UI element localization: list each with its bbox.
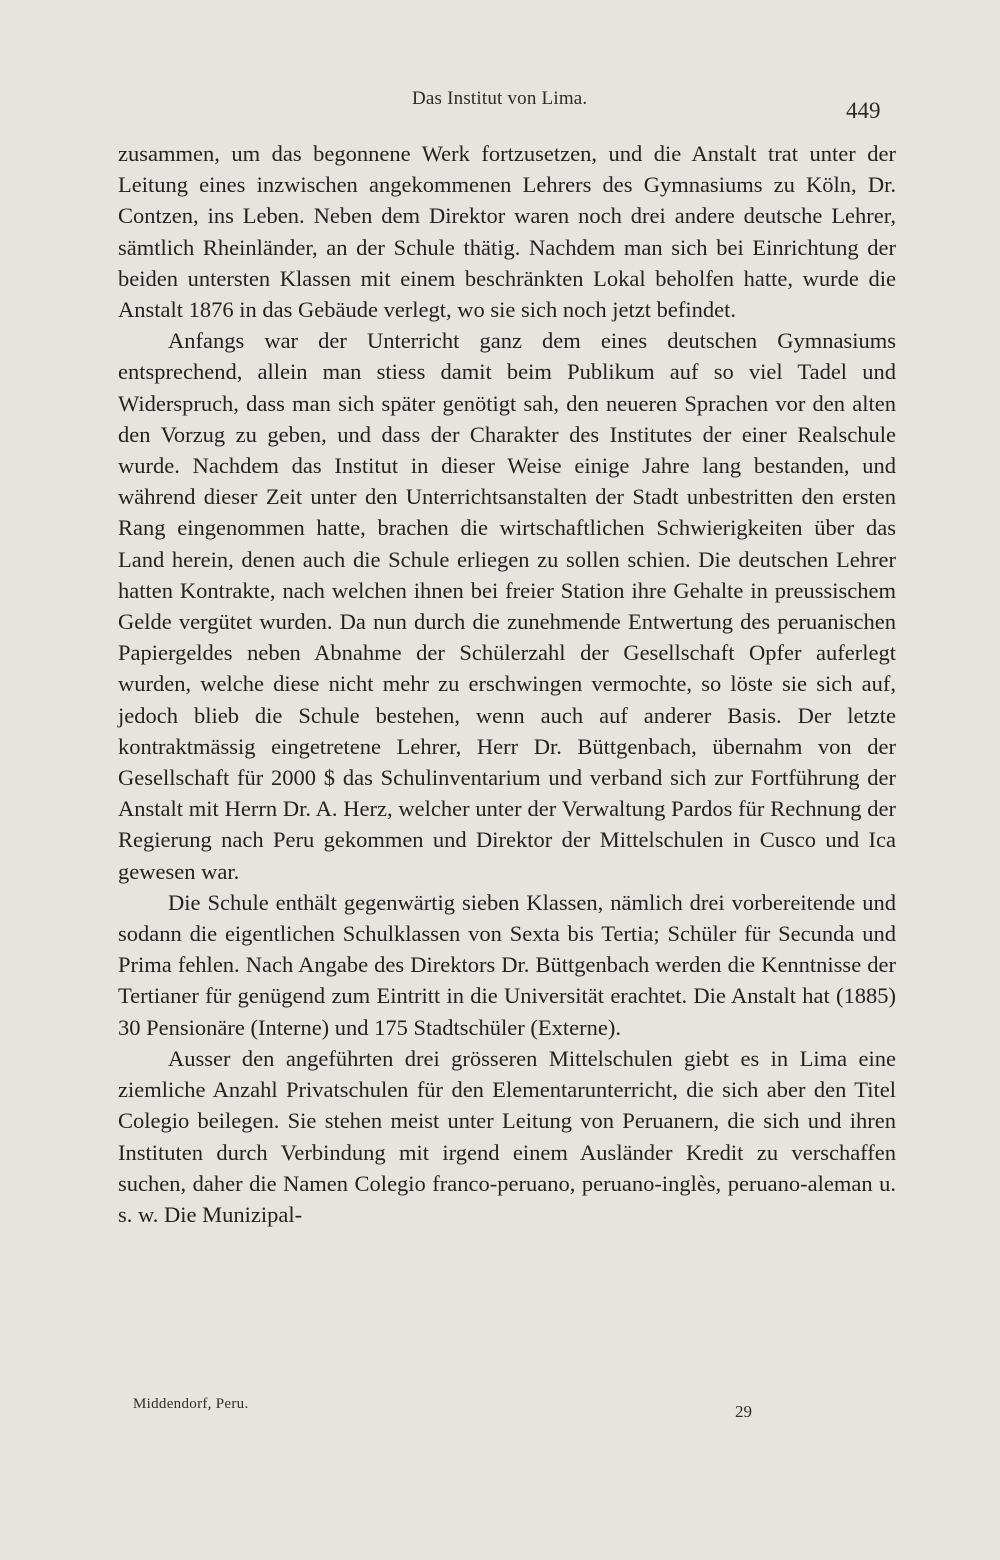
footer-signature: Middendorf, Peru. — [133, 1396, 249, 1412]
paragraph-private-schools: Ausser den angeführten drei grösseren Mittelschulen giebt es in Lima eine ziemliche Anzahl Privatschulen für den Elementarunterricht, die sich aber den Titel Colegio beilegen. Sie stehen meist unter Leitung von Peruanern, die sich und ihren Instituten durch Verbindung mit irgend einem Ausländer Kredit zu verschaffen suchen, daher die Namen Colegio franco-peruano, peruano-inglès, peruano-aleman u. s. w. Die Munizipal- — [118, 1045, 896, 1227]
paragraph-current-classes: Die Schule enthält gegenwärtig sieben Klassen, nämlich drei vorbereitende und sodann die eigentlichen Schulklassen von Sexta bis Tertia; Schüler für Secunda und Prima fehlen. Nach Angabe des Direktors Dr. Büttgenbach werden die Kenntnisse der Tertianer für genügend zum Eintritt in die Universität erachtet. Die Anstalt hat (1885) 30 Pensionäre (Interne) und 175 Stadtschüler (Externe). — [118, 889, 896, 1040]
page-footer — [0, 1396, 1000, 1420]
running-head: Das Institut von Lima. — [412, 88, 588, 109]
paragraph-continued: zusammen, um das begonnene Werk fortzusetzen, und die Anstalt trat unter der Leitung eines inzwischen angekommenen Lehrers des Gymnasiums zu Köln, Dr. Contzen, ins Leben. Neben dem Direktor waren noch drei andere deutsche Lehrer, sämtlich Rheinländer, an der Schule thätig. Nachdem man sich bei Einrichtung der beiden untersten Klassen mit einem beschränkten Lokal beholfen hatte, wurde die Anstalt 1876 in das Gebäude verlegt, wo sie sich noch jetzt befindet. — [118, 141, 896, 323]
body-text — [118, 138, 896, 1230]
paragraph-curriculum-history: Anfangs war der Unterricht ganz dem eines deutschen Gymnasiums entsprechend, allein man stiess damit beim Publikum auf so viel Tadel und Widerspruch, dass man sich später genötigt sah, den neueren Sprachen vor den alten den Vorzug zu geben, und dass der Charakter des Institutes der einer Realschule wurde. Nachdem das Institut in dieser Weise einige Jahre lang bestanden, und während dieser Zeit unter den Unterrichtsanstalten der Stadt unbestritten den ersten Rang eingenommen hatte, brachen die wirtschaftlichen Schwierigkeiten über das Land herein, denen auch die Schule erliegen zu sollen schien. Die deutschen Lehrer hatten Kontrakte, nach welchen ihnen bei freier Station ihre Gehalte in preussischem Gelde vergütet wurden. Da nun durch die zunehmende Entwertung des peruanischen Papiergeldes neben Abnahme der Schülerzahl der Gesellschaft Opfer auferlegt wurden, welche diese nicht mehr zu erschwingen vermochte, so löste sie sich auf, jedoch blieb die Schule bestehen, wenn auch auf anderer Basis. Der letzte kontraktmässig eingetretene Lehrer, Herr Dr. Büttgenbach, übernahm von der Gesellschaft für 2000 $ das Schulinventarium und verband sich zur Fortführung der Anstalt mit Herrn Dr. A. Herz, welcher unter der Verwaltung Pardos für Rechnung der Regierung nach Peru gekommen und Direktor der Mittelschulen in Cusco und Ica gewesen war. — [118, 328, 896, 884]
footer-sheet-number: 29 — [735, 1402, 752, 1421]
page-number: 449 — [846, 98, 881, 123]
